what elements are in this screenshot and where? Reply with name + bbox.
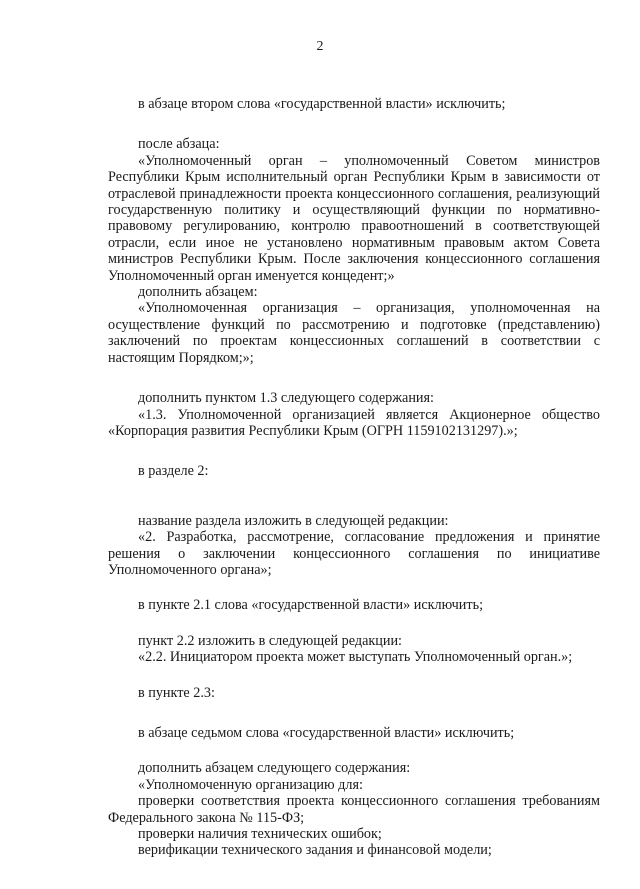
paragraph-16: дополнить абзацем следующего содержания: — [138, 760, 411, 777]
document-body — [108, 96, 600, 859]
paragraph-13: «2.2. Инициатором проекта может выступать Уполномоченный орган.»; — [138, 649, 573, 666]
paragraph-14: в пункте 2.3: — [138, 684, 215, 701]
paragraph-19: проверки наличия технических ошибок; — [138, 826, 382, 842]
paragraph-9: название раздела изложить в следующей редакции: — [138, 512, 449, 529]
paragraph-6: дополнить пунктом 1.3 следующего содержания: — [138, 390, 434, 407]
paragraph-3: «Уполномоченный орган – уполномоченный Советом министров Республики Крым исполнительный орган Республики Крым в зависимости от отраслевой принадлежности проекта концессионного соглашения, реализующий государственную политику и осуществляющий функции по нормативно-правовому регулированию, контролю правоотношений в соответствующей отрасли, если иное не установлено нормативным правовым актом Совета министров Республики Крым. После заключения концессионного соглашения Уполномоченный орган именуется концедент;» — [108, 152, 600, 284]
paragraph-18: проверки соответствия проекта концессионного соглашения требованиям Федерального закона № 115-ФЗ; — [108, 793, 600, 826]
paragraph-8: в разделе 2: — [138, 463, 209, 480]
paragraph-4: дополнить абзацем: — [138, 284, 258, 301]
paragraph-1: в абзаце втором слова «государственной власти» исключить; — [138, 96, 506, 112]
paragraph-20: верификации технического задания и финансовой модели; — [138, 842, 492, 859]
paragraph-12: пункт 2.2 изложить в следующей редакции: — [138, 632, 402, 649]
paragraph-7: «1.3. Уполномоченной организацией является Акционерное общество «Корпорация развития Республики Крым (ОГРН 1159102131297).»; — [108, 406, 600, 439]
paragraph-2: после абзаца: — [138, 136, 220, 153]
page-number: 2 — [316, 39, 324, 54]
paragraph-11: в пункте 2.1 слова «государственной власти» исключить; — [138, 597, 484, 614]
paragraph-5: «Уполномоченная организация – организация, уполномоченная на осуществление функций по рассмотрению и подготовке (представлению) заключений по проектам концессионных соглашений в соответствии с настоящим Порядком;»; — [108, 300, 600, 366]
paragraph-10: «2. Разработка, рассмотрение, согласование предложения и принятие решения о заключении концессионного соглашения по инициативе Уполномоченного органа»; — [108, 529, 600, 578]
paragraph-15: в абзаце седьмом слова «государственной власти» исключить; — [138, 724, 515, 741]
paragraph-17: «Уполномоченную организацию для: — [138, 776, 363, 793]
